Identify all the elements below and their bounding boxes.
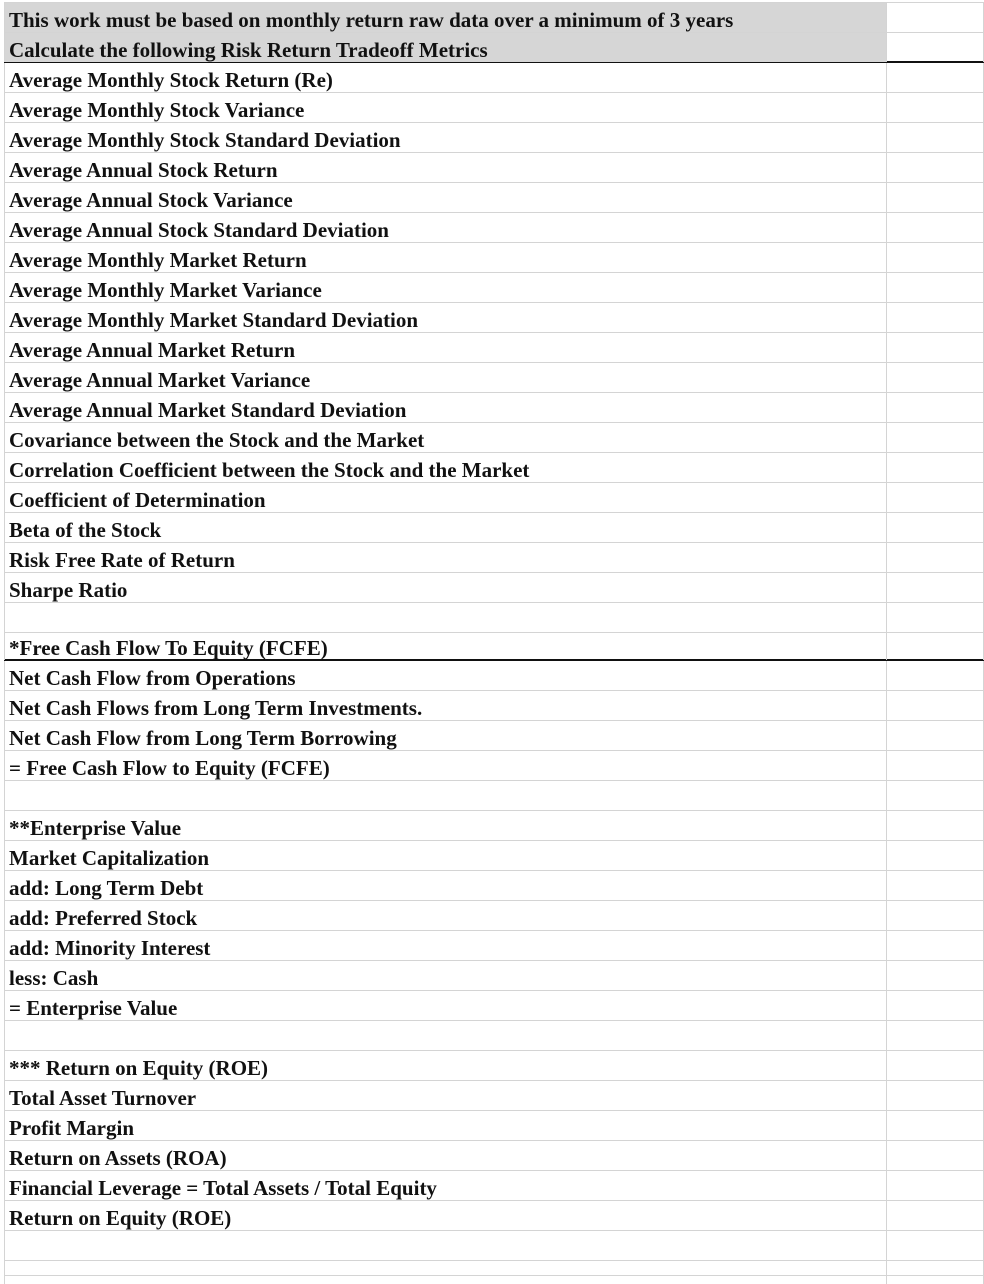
sheet-row — [4, 183, 984, 213]
cell-a35[interactable] — [4, 1021, 887, 1050]
cell-b15[interactable] — [887, 423, 984, 452]
cell-b44[interactable] — [887, 1276, 984, 1284]
sheet-row — [4, 1051, 984, 1081]
cell-b38[interactable] — [887, 1111, 984, 1140]
sheet-row — [4, 33, 984, 63]
cell-b35[interactable] — [887, 1021, 984, 1050]
cell-a38[interactable]: Profit Margin — [4, 1111, 887, 1140]
sheet-row — [4, 751, 984, 781]
cell-b1[interactable] — [887, 3, 984, 32]
cell-b22[interactable] — [887, 631, 984, 660]
cell-a5[interactable]: Average Monthly Stock Standard Deviation — [4, 123, 887, 152]
cell-a7[interactable]: Average Annual Stock Variance — [4, 183, 887, 212]
cell-a34[interactable]: = Enterprise Value — [4, 991, 887, 1020]
cell-b12[interactable] — [887, 333, 984, 362]
cell-b24[interactable] — [887, 691, 984, 720]
cell-b8[interactable] — [887, 213, 984, 242]
sheet-row — [4, 363, 984, 393]
cell-a23[interactable]: Net Cash Flow from Operations — [4, 661, 887, 690]
cell-b32[interactable] — [887, 931, 984, 960]
cell-b21[interactable] — [887, 603, 984, 632]
sheet-row — [4, 721, 984, 751]
sheet-row — [4, 811, 984, 841]
sheet-row — [4, 1021, 984, 1051]
sheet-row — [4, 931, 984, 961]
cell-b11[interactable] — [887, 303, 984, 332]
cell-b3[interactable] — [887, 63, 984, 92]
cell-b27[interactable] — [887, 781, 984, 810]
cell-a24[interactable]: Net Cash Flows from Long Term Investments. — [4, 691, 887, 720]
sheet-row — [4, 213, 984, 243]
cell-b40[interactable] — [887, 1171, 984, 1200]
cell-a43[interactable] — [4, 1256, 887, 1275]
cell-b20[interactable] — [887, 573, 984, 602]
cell-a12[interactable]: Average Annual Market Return — [4, 333, 887, 362]
sheet-row — [4, 1171, 984, 1201]
cell-a37[interactable]: Total Asset Turnover — [4, 1081, 887, 1110]
sheet-row — [4, 603, 984, 633]
cell-a2[interactable]: Calculate the following Risk Return Tradeoff Metrics — [4, 33, 887, 62]
sheet-row — [4, 781, 984, 811]
cell-b18[interactable] — [887, 513, 984, 542]
cell-b23[interactable] — [887, 661, 984, 690]
cell-a16[interactable]: Correlation Coefficient between the Stock and the Market — [4, 453, 887, 482]
cell-a9[interactable]: Average Monthly Market Return — [4, 243, 887, 272]
sheet-row — [4, 453, 984, 483]
cell-b43[interactable] — [887, 1256, 984, 1275]
cell-b5[interactable] — [887, 123, 984, 152]
sheet-row — [4, 573, 984, 603]
sheet-row — [4, 1081, 984, 1111]
cell-a32[interactable]: add: Minority Interest — [4, 931, 887, 960]
sheet-row — [4, 273, 984, 303]
sheet-row — [4, 483, 984, 513]
sheet-row — [4, 513, 984, 543]
cell-b41[interactable] — [887, 1201, 984, 1230]
cell-a39[interactable]: Return on Assets (ROA) — [4, 1141, 887, 1170]
sheet-row — [4, 1111, 984, 1141]
cell-a26[interactable]: = Free Cash Flow to Equity (FCFE) — [4, 751, 887, 780]
sheet-row — [4, 543, 984, 573]
sheet-row — [4, 3, 984, 33]
sheet-row — [4, 631, 984, 661]
cell-a4[interactable]: Average Monthly Stock Variance — [4, 93, 887, 122]
cell-a14[interactable]: Average Annual Market Standard Deviation — [4, 393, 887, 422]
sheet-row — [4, 991, 984, 1021]
cell-a33[interactable]: less: Cash — [4, 961, 887, 990]
cell-a19[interactable]: Risk Free Rate of Return — [4, 543, 887, 572]
cell-a40[interactable]: Financial Leverage = Total Assets / Total Equity — [4, 1171, 887, 1200]
sheet-row — [4, 961, 984, 991]
cell-b37[interactable] — [887, 1081, 984, 1110]
cell-a11[interactable]: Average Monthly Market Standard Deviation — [4, 303, 887, 332]
sheet-row — [4, 841, 984, 871]
cell-b36[interactable] — [887, 1051, 984, 1080]
sheet-row — [4, 423, 984, 453]
sheet-row — [4, 303, 984, 333]
sheet-row — [4, 93, 984, 123]
cell-b7[interactable] — [887, 183, 984, 212]
sheet-row — [4, 1276, 984, 1284]
sheet-row — [4, 661, 984, 691]
cell-b33[interactable] — [887, 961, 984, 990]
cell-a25[interactable]: Net Cash Flow from Long Term Borrowing — [4, 721, 887, 750]
cell-a36[interactable]: *** Return on Equity (ROE) — [4, 1051, 887, 1080]
cell-a30[interactable]: add: Long Term Debt — [4, 871, 887, 900]
cell-a8[interactable]: Average Annual Stock Standard Deviation — [4, 213, 887, 242]
sheet-row — [4, 1141, 984, 1171]
cell-b31[interactable] — [887, 901, 984, 930]
sheet-row — [4, 63, 984, 93]
cell-b13[interactable] — [887, 363, 984, 392]
cell-a20[interactable]: Sharpe Ratio — [4, 573, 887, 602]
sheet-row — [4, 871, 984, 901]
sheet-row — [4, 153, 984, 183]
sheet-row — [4, 1256, 984, 1276]
cell-a18[interactable]: Beta of the Stock — [4, 513, 887, 542]
cell-a44[interactable] — [4, 1276, 887, 1284]
cell-a15[interactable]: Covariance between the Stock and the Market — [4, 423, 887, 452]
cell-a29[interactable]: Market Capitalization — [4, 841, 887, 870]
cell-a28[interactable]: **Enterprise Value — [4, 811, 887, 840]
sheet-row — [4, 333, 984, 363]
cell-b34[interactable] — [887, 991, 984, 1020]
cell-a21[interactable] — [4, 603, 887, 632]
cell-b25[interactable] — [887, 721, 984, 750]
sheet-row — [4, 243, 984, 273]
sheet-row — [4, 393, 984, 423]
cell-b9[interactable] — [887, 243, 984, 272]
cell-a31[interactable]: add: Preferred Stock — [4, 901, 887, 930]
cell-b17[interactable] — [887, 483, 984, 512]
cell-a41[interactable]: Return on Equity (ROE) — [4, 1201, 887, 1230]
cell-b14[interactable] — [887, 393, 984, 422]
cell-b4[interactable] — [887, 93, 984, 122]
cell-b30[interactable] — [887, 871, 984, 900]
cell-a17[interactable]: Coefficient of Determination — [4, 483, 887, 512]
cell-b29[interactable] — [887, 841, 984, 870]
cell-a1[interactable]: This work must be based on monthly return raw data over a minimum of 3 years — [4, 3, 887, 32]
cell-a10[interactable]: Average Monthly Market Variance — [4, 273, 887, 302]
sheet-row — [4, 691, 984, 721]
cell-b10[interactable] — [887, 273, 984, 302]
cell-b19[interactable] — [887, 543, 984, 572]
sheet-row — [4, 901, 984, 931]
cell-a27[interactable] — [4, 781, 887, 810]
cell-a3[interactable]: Average Monthly Stock Return (Re) — [4, 63, 887, 92]
cell-b16[interactable] — [887, 453, 984, 482]
sheet-row — [4, 1201, 984, 1231]
cell-a13[interactable]: Average Annual Market Variance — [4, 363, 887, 392]
cell-b28[interactable] — [887, 811, 984, 840]
cell-b39[interactable] — [887, 1141, 984, 1170]
cell-b6[interactable] — [887, 153, 984, 182]
cell-a22[interactable]: *Free Cash Flow To Equity (FCFE) — [4, 631, 887, 660]
cell-b26[interactable] — [887, 751, 984, 780]
cell-a6[interactable]: Average Annual Stock Return — [4, 153, 887, 182]
sheet-row — [4, 123, 984, 153]
cell-b2[interactable] — [887, 33, 984, 62]
